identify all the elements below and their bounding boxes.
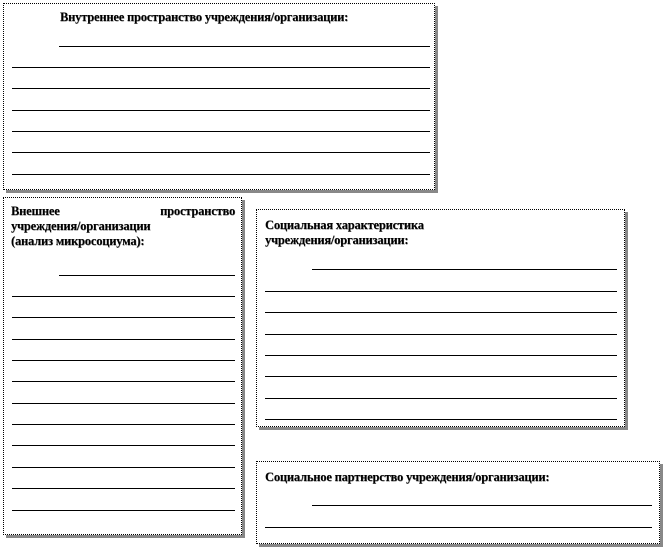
external-space-title-word2: пространство [160, 204, 235, 218]
fill-in-line[interactable] [12, 88, 430, 89]
fill-in-line[interactable] [312, 269, 617, 270]
fill-in-line[interactable] [265, 527, 652, 528]
social-partnership-title: Социальное партнерство учреждения/организации: [265, 470, 550, 484]
fill-in-line[interactable] [12, 488, 235, 489]
fill-in-line[interactable] [12, 67, 430, 68]
fill-in-line[interactable] [312, 505, 652, 506]
external-space-title-word1: Внешнее [11, 204, 60, 218]
social-characteristic-title-line2: учреждения/организации: [265, 233, 409, 247]
fill-in-line[interactable] [12, 339, 235, 340]
fill-in-line[interactable] [12, 110, 430, 111]
fill-in-line[interactable] [12, 131, 430, 132]
fill-in-line[interactable] [12, 424, 235, 425]
social-partnership-section [256, 461, 660, 544]
external-space-section [3, 197, 242, 535]
fill-in-line[interactable] [12, 445, 235, 446]
fill-in-line[interactable] [12, 174, 430, 175]
external-space-title-line2: учреждения/организации [11, 219, 151, 233]
fill-in-line[interactable] [12, 510, 235, 511]
fill-in-line[interactable] [265, 291, 617, 292]
fill-in-line[interactable] [12, 403, 235, 404]
fill-in-line[interactable] [265, 398, 617, 399]
external-space-title [11, 204, 235, 249]
fill-in-line[interactable] [265, 419, 617, 420]
fill-in-line[interactable] [12, 296, 235, 297]
fill-in-line[interactable] [12, 467, 235, 468]
fill-in-line[interactable] [12, 317, 235, 318]
social-characteristic-title [265, 218, 605, 248]
internal-space-section [3, 3, 435, 190]
fill-in-line[interactable] [12, 360, 235, 361]
fill-in-line[interactable] [12, 152, 430, 153]
fill-in-line[interactable] [265, 334, 617, 335]
fill-in-line[interactable] [59, 275, 235, 276]
social-characteristic-section [256, 209, 625, 427]
fill-in-line[interactable] [12, 381, 235, 382]
fill-in-line[interactable] [265, 355, 617, 356]
fill-in-line[interactable] [265, 312, 617, 313]
internal-space-title: Внутреннее пространство учреждения/организации: [60, 10, 349, 24]
social-characteristic-title-line1: Социальная характеристика [265, 218, 424, 232]
external-space-title-line3: (анализ микросоциума): [11, 234, 145, 248]
fill-in-line[interactable] [59, 46, 430, 47]
fill-in-line[interactable] [265, 376, 617, 377]
